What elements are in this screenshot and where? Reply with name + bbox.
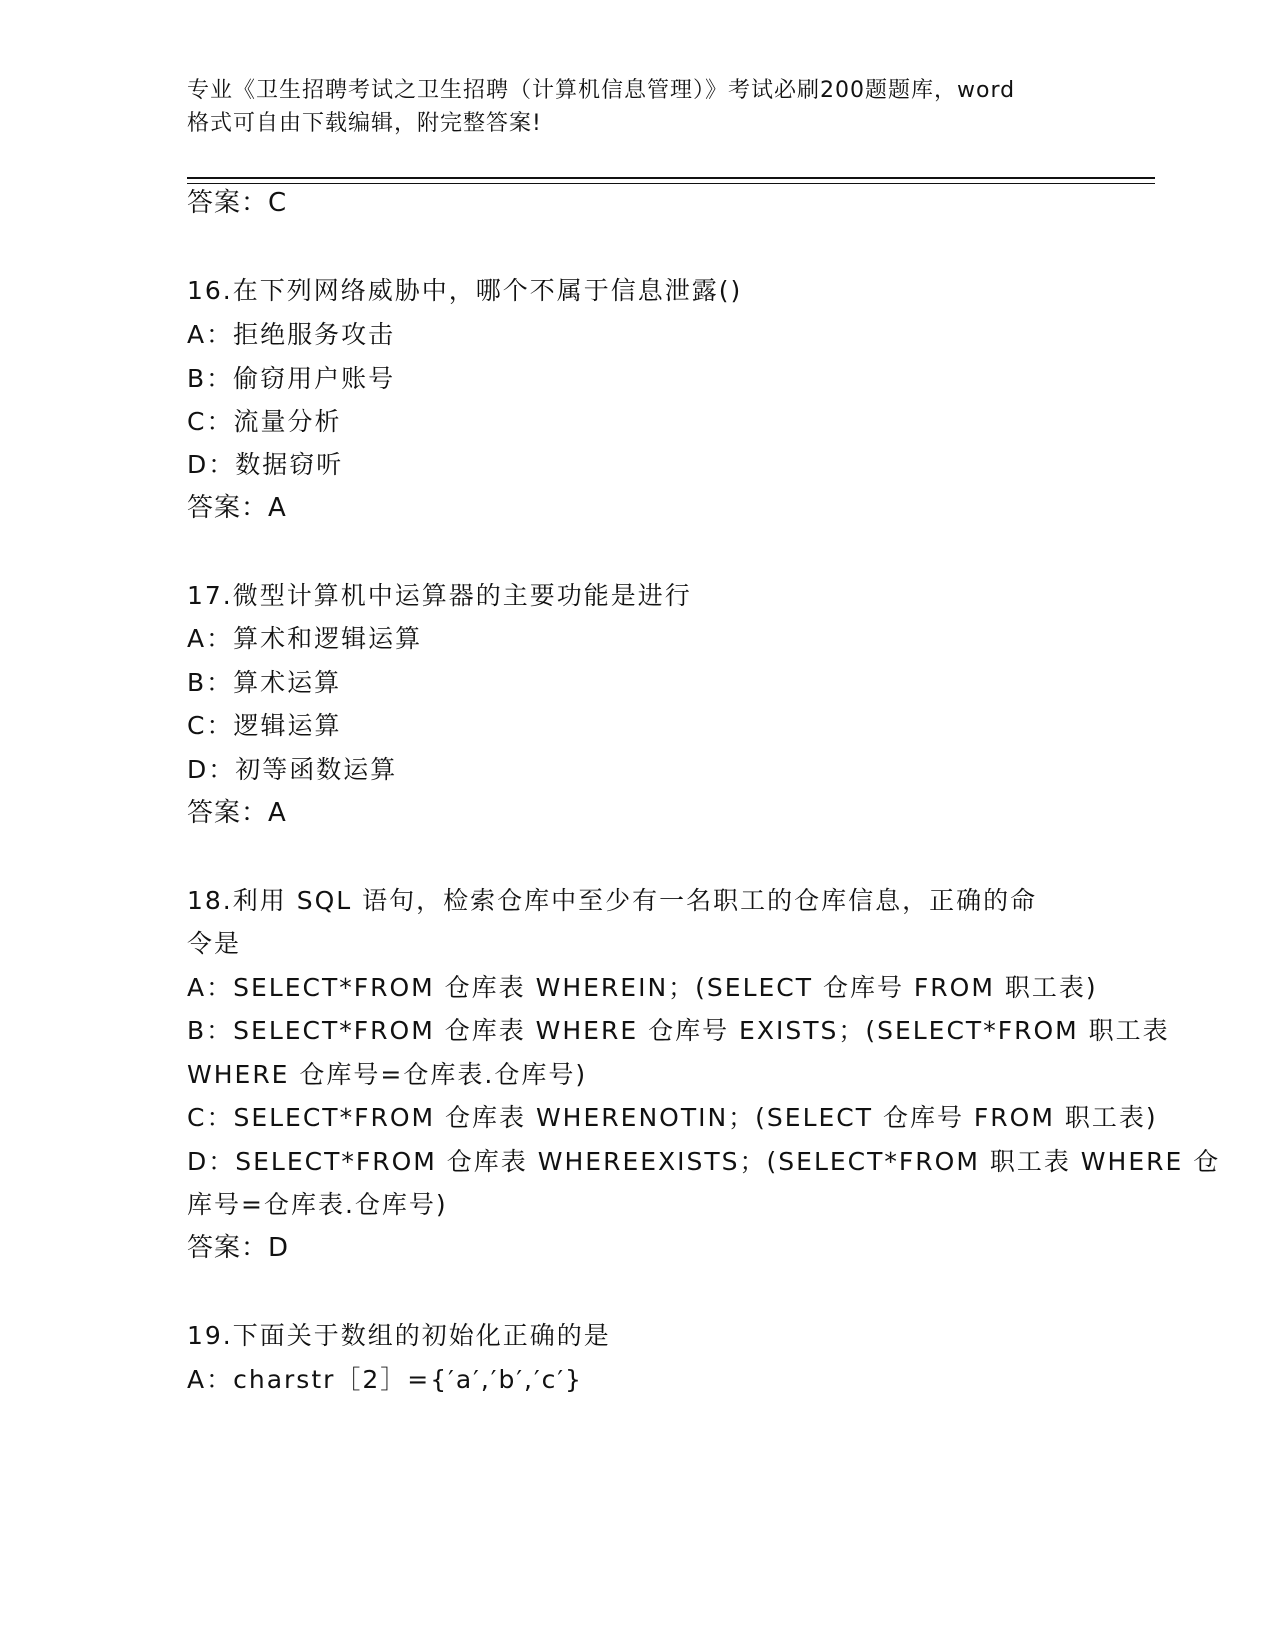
question-17-answer: 答案：A (187, 798, 287, 828)
question-19-text: 19.下面关于数组的初始化正确的是 (187, 1321, 611, 1350)
question-16-option-d: D：数据窃听 (187, 450, 344, 479)
document-header (187, 74, 1087, 140)
question-17-text: 17.微型计算机中运算器的主要功能是进行 (187, 581, 692, 610)
question-16-text: 16.在下列网络威胁中，哪个不属于信息泄露() (187, 276, 743, 305)
previous-answer: 答案：C (187, 188, 288, 218)
question-18-option-c: C：SELECT*FROM 仓库表 WHERENOTIN；(SELECT 仓库号 FROM 职工表) (187, 1103, 1158, 1132)
question-17-option-d: D：初等函数运算 (187, 755, 398, 784)
question-16-option-a: A：拒绝服务攻击 (187, 320, 396, 349)
question-18-text-line-1: 18.利用 SQL 语句，检索仓库中至少有一名职工的仓库信息，正确的命 (187, 886, 1038, 915)
question-18-option-d-line-2: 库号=仓库表.仓库号) (187, 1190, 448, 1219)
question-18-answer: 答案：D (187, 1233, 290, 1263)
header-divider-thin (187, 183, 1155, 184)
question-18-option-a: A：SELECT*FROM 仓库表 WHEREIN；(SELECT 仓库号 FROM 职工表) (187, 973, 1098, 1002)
header-line-1: 专业《卫生招聘考试之卫生招聘（计算机信息管理）》考试必刷200题题库，word (187, 78, 1016, 103)
question-16-answer: 答案：A (187, 493, 287, 523)
question-18-option-b-line-2: WHERE 仓库号=仓库表.仓库号) (187, 1060, 588, 1089)
header-line-2: 格式可自由下载编辑，附完整答案! (187, 111, 542, 136)
question-18-text-line-2: 令是 (187, 929, 242, 958)
question-17-option-b: B：算术运算 (187, 668, 342, 697)
question-17-option-c: C：逻辑运算 (187, 711, 342, 740)
question-17-option-a: A：算术和逻辑运算 (187, 624, 423, 653)
header-divider-thick (187, 177, 1155, 179)
question-18-option-b-line-1: B：SELECT*FROM 仓库表 WHERE 仓库号 EXISTS；(SELECT*FROM 职工表 (187, 1016, 1170, 1045)
question-18-option-d-line-1: D：SELECT*FROM 仓库表 WHEREEXISTS；(SELECT*FROM 职工表 WHERE 仓 (187, 1147, 1221, 1176)
question-16-option-b: B：偷窃用户账号 (187, 364, 396, 393)
question-19-option-a: A：charstr［2］={′a′,′b′,′c′} (187, 1365, 583, 1394)
question-16-option-c: C：流量分析 (187, 407, 342, 436)
